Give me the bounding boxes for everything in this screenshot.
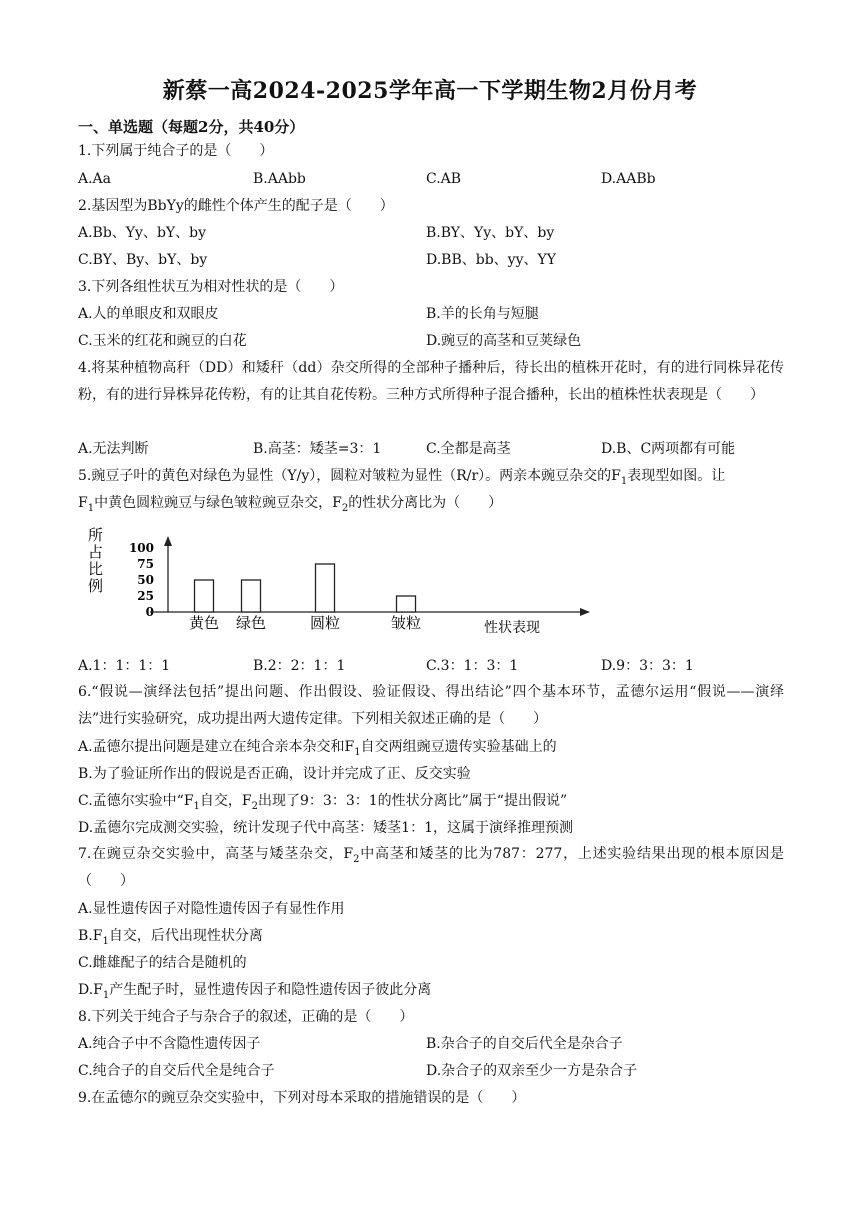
q2-option-a: A.Bb、Yy、bY、by [78,225,207,241]
q5-option-d: D.9：3：3：1 [601,658,694,674]
x-axis-arrow [580,608,590,616]
question-3-stem: 3.下列各组性状互为相对性状的是（ ） [78,279,344,295]
q1-option-b: B.AAbb [253,171,306,187]
x-category-label: 绿色 [235,614,267,632]
q8-option-d: D.杂合子的双亲至少一方是杂合子 [426,1063,638,1079]
q7-option-a: A.显性遗传因子对隐性遗传因子有显性作用 [78,901,345,917]
q6-option-d: D.孟德尔完成测交实验，统计发现子代中高茎：矮茎1：1，这属于演绎推理预测 [78,820,573,836]
question-9-stem: 9.在孟德尔的豌豆杂交实验中，下列对母本采取的措施错误的是（ ） [78,1090,526,1106]
x-category-label: 皱粒 [390,614,422,632]
q4-option-c: C.全都是高茎 [426,441,511,457]
q2-option-d: D.BB、bb、yy、YY [426,252,556,268]
question-4-stem: 4.将某种植物高秆（DD）和矮秆（dd）杂交所得的全部种子播种后，待长出的植株开花时，有的进行同株异花传粉，有的进行异株异花传粉，有的让其自花传粉。三种方式所得种子混合播种，长出的植株性状表现是（ ） [78,360,784,403]
y-tick-label: 75 [137,557,154,571]
y-tick-label: 50 [137,573,154,587]
x-category-label: 黄色 [188,614,220,632]
section-heading: 一、单选题（每题2分，共40分） [78,118,305,136]
q1-option-a: A.Aa [78,171,112,187]
question-7-stem: 7.在豌豆杂交实验中，高茎与矮茎杂交，$F_2$中高茎和矮茎的比为787：277，上述实验结果出现的根本原因是（ ） [78,846,784,889]
q6-option-c: C.孟德尔实验中“$F_1$自交，$F_2$出现了9：3：3：1的性状分离比”属于“提出假说” [78,793,568,812]
y-axis-label-char: 比 [88,560,104,578]
q6-option-b: B.为了验证所作出的假说是否正确，设计并完成了正、反交实验 [78,766,471,782]
y-axis-arrow [164,536,172,546]
y-tick-label: 0 [145,605,154,619]
q3-option-b: B.羊的长角与短腿 [426,306,539,322]
question-6-stem: 6.“假说—演绎法包括”提出问题、作出假设、验证假设、得出结论”四个基本环节，孟德尔运用“假说——演绎法”进行实验研究，成功提出两大遗传定律。下列相关叙述正确的是（ ） [78,684,784,727]
x-axis-label: 性状表现 [484,620,540,636]
q2-option-b: B.BY、Yy、bY、by [426,225,555,241]
bar-4 [397,596,416,612]
q3-option-c: C.玉米的红花和豌豆的白花 [78,333,247,349]
question-8-stem: 8.下列关于纯合子与杂合子的叙述，正确的是（ ） [78,1009,414,1025]
exam-title: 新蔡一高2024-2025学年高一下学期生物2月份月考 [162,78,698,104]
bar-2 [242,580,261,612]
q3-option-d: D.豌豆的高茎和豆荚绿色 [426,333,582,349]
bar-3 [316,564,335,612]
q8-option-b: B.杂合子的自交后代全是杂合子 [426,1036,623,1052]
q1-option-c: C.AB [426,171,462,187]
y-axis-label-char: 所 [88,526,104,544]
question-2-stem: 2.基因型为BbYy的雌性个体产生的配子是（ ） [78,198,394,214]
q3-option-a: A.人的单眼皮和双眼皮 [78,306,219,322]
q2-option-c: C.BY、By、bY、by [78,252,208,268]
y-axis-label-char: 占 [88,543,104,561]
bar-1 [195,580,214,612]
q5-option-a: A.1：1：1：1 [78,658,171,674]
y-tick-label: 100 [128,541,154,555]
q4-option-a: A.无法判断 [78,441,149,457]
q7-option-d: $D.F_1$产生配子时，显性遗传因子和隐性遗传因子彼此分离 [78,982,432,1001]
y-axis-label-char: 例 [88,577,104,595]
q8-option-a: A.纯合子中不含隐性遗传因子 [78,1036,261,1052]
q8-option-c: C.纯合子的自交后代全是纯合子 [78,1063,275,1079]
q4-option-b: B.高茎：矮茎=3：1 [253,441,382,457]
question-5-stem-line1: 5.豌豆子叶的黄色对绿色为显性（Y/y），圆粒对皱粒为显性（R/r）。两亲本豌豆杂交的$F_1$表现型如图。让 [78,468,726,487]
q7-option-b: $B.F_1$自交，后代出现性状分离 [78,928,263,947]
q6-option-a: A.孟德尔提出问题是建立在纯合亲本杂交和$F_1$自交两组豌豆遗传实验基础上的 [78,739,557,758]
question-1-stem: 1.下列属于纯合子的是（ ） [78,143,274,159]
q5-option-b: B.2：2：1：1 [253,658,346,674]
q1-option-d: D.AABb [601,171,656,187]
phenotype-bar-chart [84,524,594,640]
y-tick-label: 25 [137,589,154,603]
question-5-stem-line2: $F_1$中黄色圆粒豌豆与绿色皱粒豌豆杂交，$F_2$的性状分离比为（ ） [78,495,503,514]
q7-option-c: C.雌雄配子的结合是随机的 [78,955,247,971]
x-category-label: 圆粒 [309,614,341,632]
y-axis-label [88,526,103,595]
q5-option-c: C.3：1：3：1 [426,658,519,674]
q4-option-d: D.B、C两项都有可能 [601,441,736,457]
